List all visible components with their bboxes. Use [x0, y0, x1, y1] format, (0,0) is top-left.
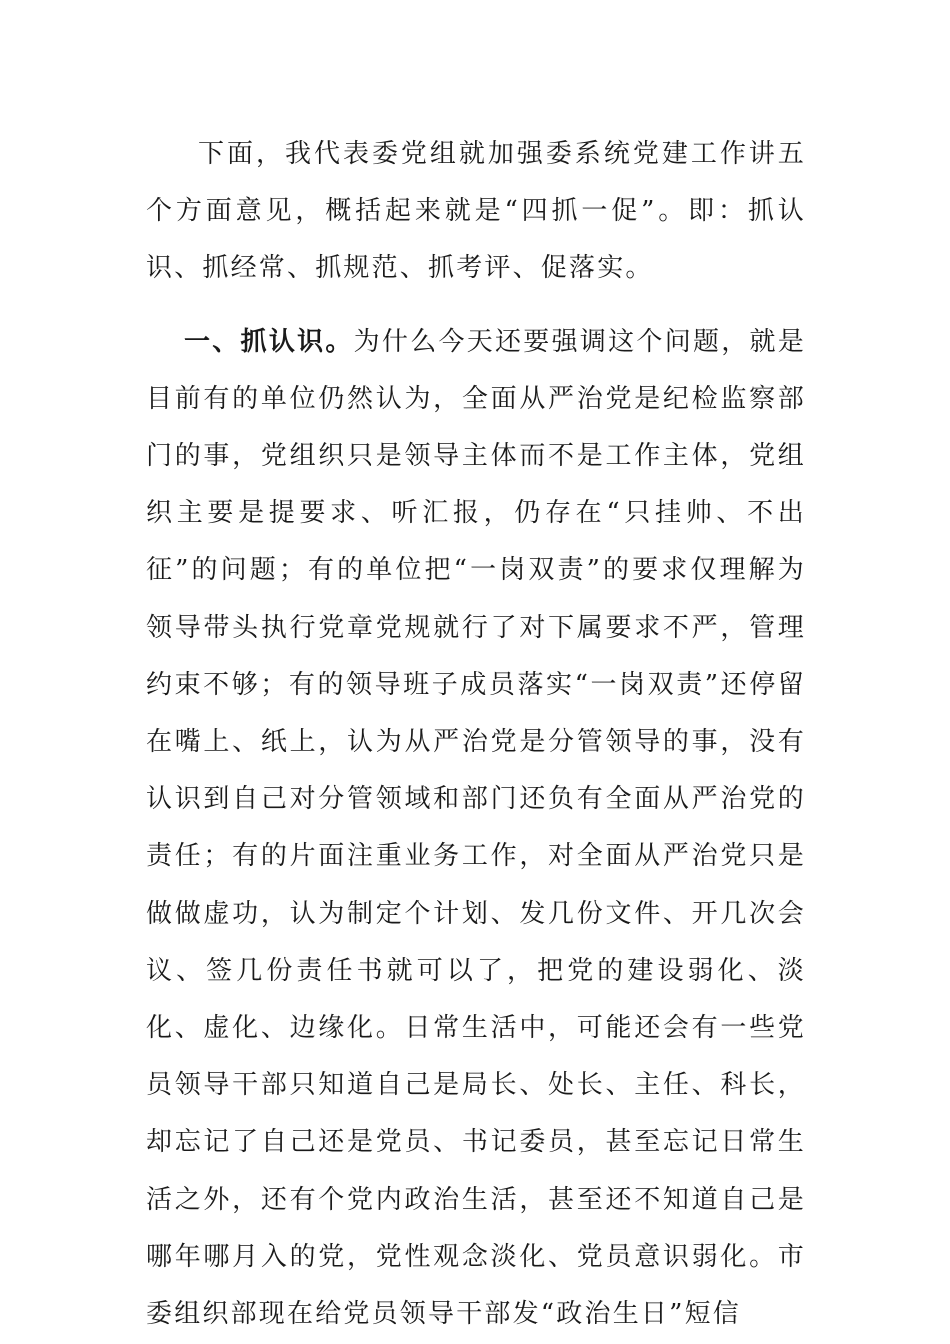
- paragraph-section-one: [146, 314, 806, 1344]
- section-one-heading: 一、抓认识。: [184, 326, 354, 357]
- document-body: [146, 126, 806, 1343]
- paragraph-intro: [146, 126, 806, 298]
- section-one-text: 为什么今天还要强调这个问题，就是目前有的单位仍然认为，全面从严治党是纪检监察部门的事，党组织只是领导主体而不是工作主体，党组织主要是提要求、听汇报，仍存在“只挂帅、不出征”的问题；有的单位把“一岗双责”的要求仅理解为领导带头执行党章党规就行了对下属要求不严，管理约束不够；有的领导班子成员落实“一岗双责”还停留在嘴上、纸上，认为从严治党是分管领导的事，没有认识到自己对分管领域和部门还负有全面从严治党的责任；有的片面注重业务工作，对全面从严治党只是做做虚功，认为制定个计划、发几份文件、开几次会议、签几份责任书就可以了，把党的建设弱化、淡化、虚化、边缘化。日常生活中，可能还会有一些党员领导干部只知道自己是局长、处长、主任、科长，却忘记了自己还是党员、书记委员，甚至忘记日常生活之外，还有个党内政治生活，甚至还不知道自己是哪年哪月入的党，党性观念淡化、党员意识弱化。市委组织部现在给党员领导干部发“政治生日”短信: [146, 326, 806, 1330]
- paragraph-intro-text: 下面，我代表委党组就加强委系统党建工作讲五个方面意见，概括起来就是“四抓一促”。即：抓认识、抓经常、抓规范、抓考评、促落实。: [146, 139, 806, 284]
